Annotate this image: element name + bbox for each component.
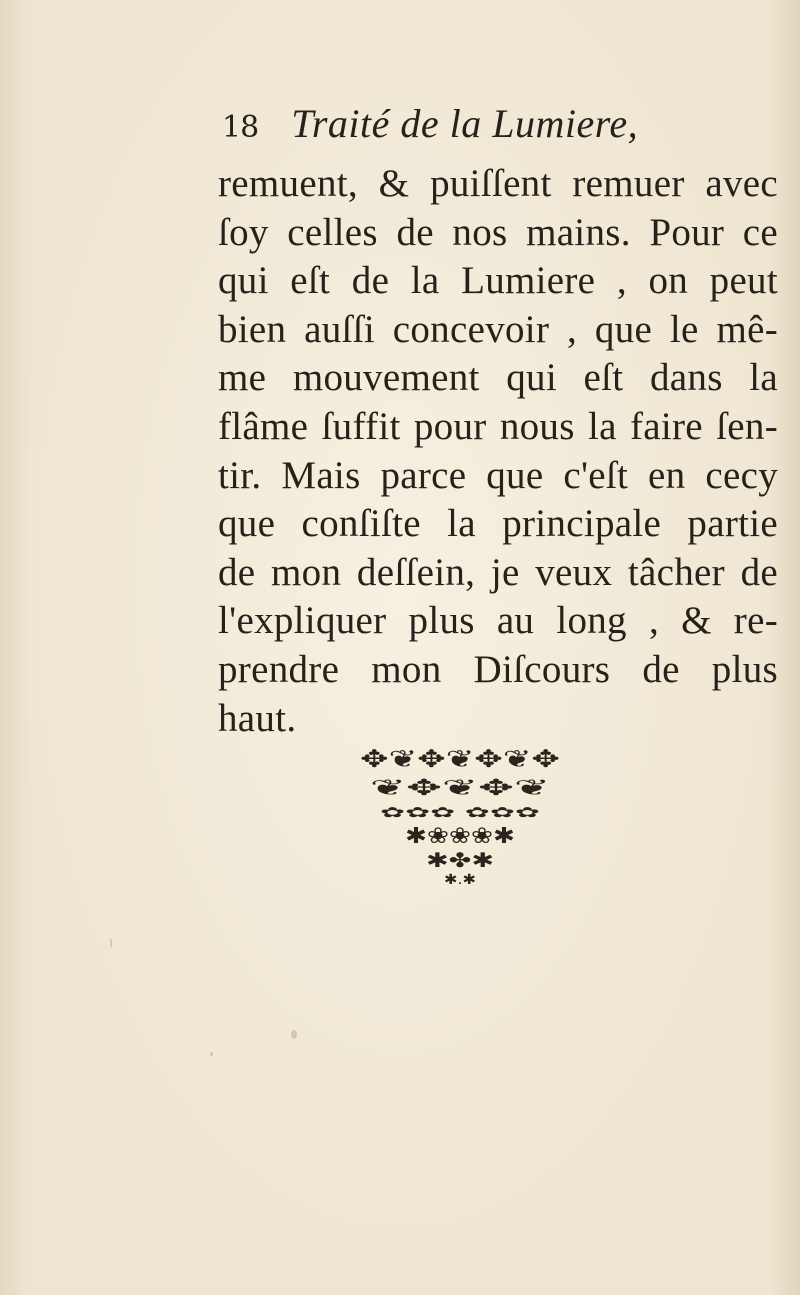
text-line: bien auſſi concevoir , que le mê- xyxy=(218,307,778,351)
text-line: remuent, & puiſſent remuer avec xyxy=(218,162,778,205)
body-text xyxy=(218,160,778,743)
ornament-row: ✱.✱ xyxy=(444,872,476,885)
text-line: me mouvement qui eſt dans la xyxy=(218,356,778,400)
text-line: haut. xyxy=(218,696,297,740)
running-title: Traité de la Lumiere, xyxy=(291,101,639,146)
running-head xyxy=(222,100,782,160)
ornament-row: ✱✤✱ xyxy=(426,848,494,872)
tailpiece-ornament-icon xyxy=(340,745,580,885)
paper-speck xyxy=(110,938,112,948)
ornament-row: ✿✿✿ ✿✿✿ xyxy=(380,805,540,821)
text-line: flâme ſuffit pour nous la faire ſen- xyxy=(218,404,778,448)
text-line: de mon deſſein, je veux tâcher de xyxy=(218,550,778,594)
paper-speck xyxy=(210,1052,213,1056)
text-line: que conſiſte la principale partie xyxy=(218,502,778,546)
ornament-row: ✱❀❀❀✱ xyxy=(405,824,515,849)
text-line: ſoy celles de nos mains. Pour ce xyxy=(218,210,778,254)
text-line: l'expliquer plus au long , & re- xyxy=(218,599,778,643)
page-number: 18 xyxy=(222,110,259,145)
text-line: tir. Mais parce que c'eſt en cecy xyxy=(218,453,778,497)
text-line: prendre mon Diſcours de plus xyxy=(218,647,778,691)
ornament-row: ✥❦✥❦✥❦✥ xyxy=(360,745,560,773)
paper-speck xyxy=(291,1030,297,1039)
ornament-row: ❦✥❦✥❦ xyxy=(370,776,550,801)
text-line: qui eſt de la Lumiere , on peut xyxy=(218,259,778,303)
